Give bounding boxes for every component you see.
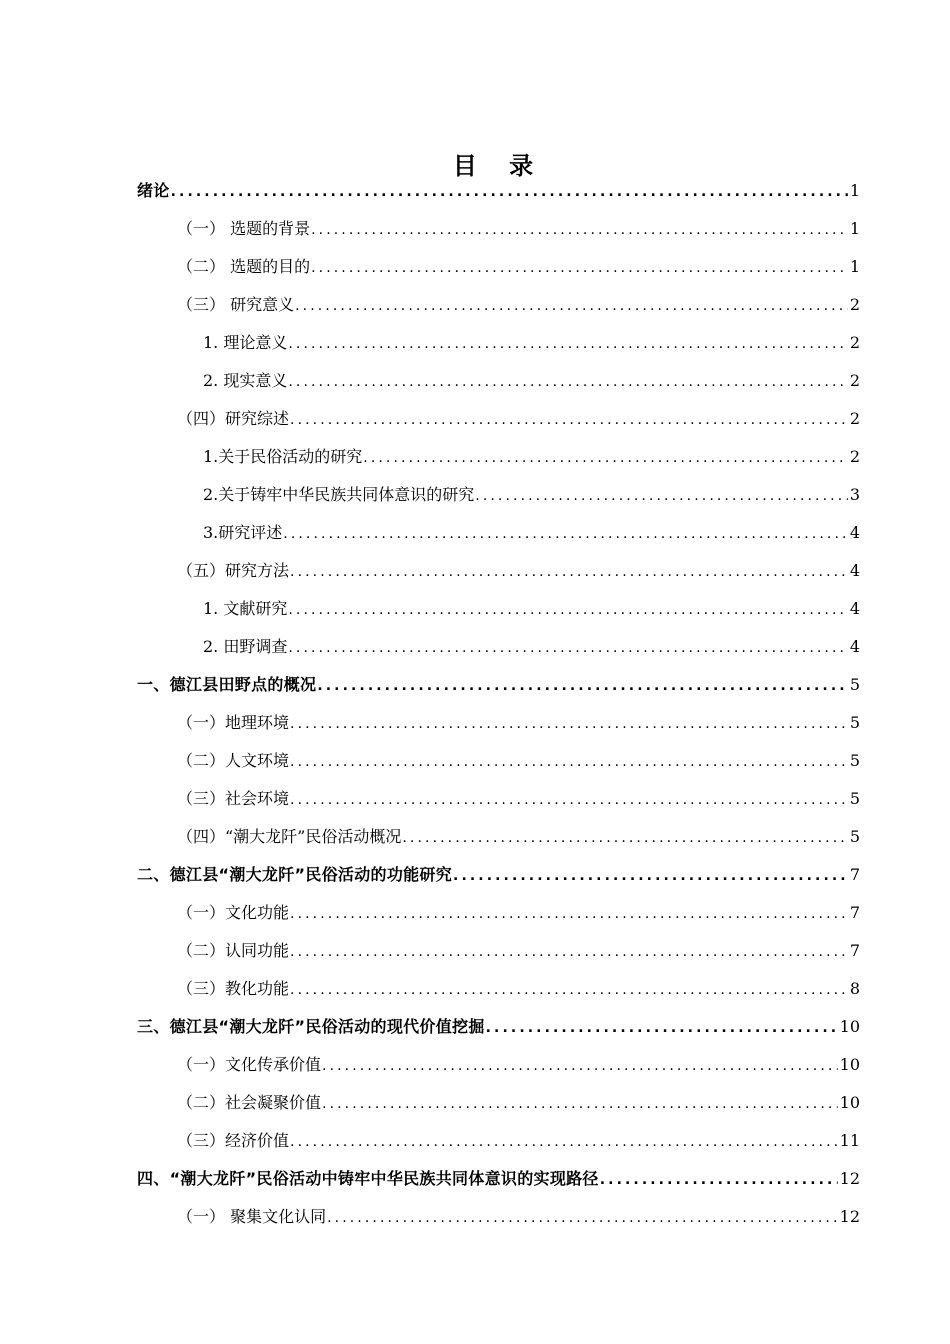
toc-entry[interactable] — [177, 1128, 860, 1152]
toc-entry-text: （一）文化功能 — [177, 903, 290, 922]
toc-page-number: 8 — [849, 979, 860, 998]
toc-leader-dots — [288, 334, 847, 354]
toc-leader-dots — [288, 600, 847, 620]
toc-entry[interactable] — [203, 634, 860, 658]
toc-page-number: 12 — [839, 1169, 860, 1188]
toc-leader-dots — [600, 1170, 838, 1190]
toc-entry-text: （一） 选题的背景 — [177, 219, 311, 238]
toc-leader-dots — [363, 448, 848, 468]
toc-entry[interactable] — [203, 482, 860, 506]
toc-page-number: 5 — [849, 827, 860, 846]
toc-entry-text: 2. 现实意义 — [203, 371, 288, 390]
toc-entry[interactable] — [177, 710, 860, 734]
toc-page-number: 7 — [849, 941, 860, 960]
toc-leader-dots — [288, 372, 847, 392]
toc-entry-text: 2. 田野调查 — [203, 637, 288, 656]
toc-leader-dots — [322, 1094, 838, 1114]
toc-leader-dots — [311, 220, 848, 240]
toc-entry-text: 绪论 — [137, 181, 170, 200]
toc-page-number: 5 — [849, 713, 860, 732]
toc-leader-dots — [290, 410, 848, 430]
toc-leader-dots — [290, 752, 848, 772]
toc-page-number: 12 — [839, 1207, 860, 1226]
toc-entry-text: （三）社会环境 — [177, 789, 290, 808]
toc-entry-text: 1. 文献研究 — [203, 599, 288, 618]
toc-leader-dots — [475, 486, 848, 506]
toc-entry[interactable] — [177, 216, 860, 240]
toc-entry[interactable] — [137, 672, 860, 696]
toc-page-number: 1 — [849, 257, 860, 276]
toc-entry[interactable] — [177, 976, 860, 1000]
toc-entry-text: （一）地理环境 — [177, 713, 290, 732]
toc-leader-dots — [295, 296, 848, 316]
toc-entry[interactable] — [137, 178, 860, 202]
toc-page-number: 2 — [849, 409, 860, 428]
toc-entry[interactable] — [203, 444, 860, 468]
toc-entry[interactable] — [177, 1090, 860, 1114]
toc-entry-text: （四）“潮大龙阡”民俗活动概况 — [177, 827, 402, 846]
toc-entry[interactable] — [177, 558, 860, 582]
toc-entry[interactable] — [203, 368, 860, 392]
toc-entry[interactable] — [137, 1166, 860, 1190]
toc-entry-text: （二）认同功能 — [177, 941, 290, 960]
toc-page-number: 3 — [849, 485, 860, 504]
toc-page-number: 5 — [849, 789, 860, 808]
toc-entry-text: 一、德江县田野点的概况 — [137, 675, 317, 694]
toc-leader-dots — [317, 676, 848, 696]
toc-leader-dots — [290, 1132, 838, 1152]
toc-page-number: 7 — [849, 865, 860, 884]
toc-entry-text: （三） 研究意义 — [177, 295, 295, 314]
toc-page-number: 7 — [849, 903, 860, 922]
toc-page-number: 10 — [839, 1017, 860, 1036]
toc-entry-text: 二、德江县“潮大龙阡”民俗活动的功能研究 — [137, 865, 453, 884]
toc-entry-text: （三）经济价值 — [177, 1131, 290, 1150]
toc-entry[interactable] — [203, 330, 860, 354]
toc-leader-dots — [288, 638, 847, 658]
toc-entry-text: 三、德江县“潮大龙阡”民俗活动的现代价值挖掘 — [137, 1017, 485, 1036]
toc-entry-text: （五）研究方法 — [177, 561, 290, 580]
toc-entry[interactable] — [177, 824, 860, 848]
toc-leader-dots — [283, 524, 848, 544]
toc-leader-dots — [290, 942, 848, 962]
toc-page-number: 5 — [849, 675, 860, 694]
toc-page-number: 11 — [839, 1131, 860, 1150]
toc-page-number: 4 — [849, 599, 860, 618]
toc-page-number: 2 — [849, 333, 860, 352]
toc-leader-dots — [290, 562, 848, 582]
toc-leader-dots — [453, 866, 848, 886]
toc-page-number: 5 — [849, 751, 860, 770]
toc-leader-dots — [327, 1208, 838, 1228]
toc-page-number: 2 — [849, 371, 860, 390]
toc-entry[interactable] — [177, 1204, 860, 1228]
toc-entry-text: 3.研究评述 — [203, 523, 283, 542]
toc-page-number: 4 — [849, 561, 860, 580]
toc-entry-text: （一）文化传承价值 — [177, 1055, 322, 1074]
toc-leader-dots — [311, 258, 848, 278]
toc-entry-text: 四、“潮大龙阡”民俗活动中铸牢中华民族共同体意识的实现路径 — [137, 1169, 599, 1188]
toc-entry[interactable] — [177, 406, 860, 430]
toc-page-number: 4 — [849, 637, 860, 656]
toc-entry-text: （二）人文环境 — [177, 751, 290, 770]
toc-page-number: 10 — [839, 1093, 860, 1112]
toc-entry-text: （一） 聚集文化认同 — [177, 1207, 327, 1226]
toc-page-number: 1 — [849, 219, 860, 238]
toc-entry[interactable] — [203, 596, 860, 620]
toc-entry[interactable] — [177, 900, 860, 924]
toc-entry[interactable] — [177, 786, 860, 810]
toc-entry[interactable] — [177, 292, 860, 316]
toc-leader-dots — [290, 904, 848, 924]
toc-leader-dots — [290, 714, 848, 734]
toc-page-number: 10 — [839, 1055, 860, 1074]
toc-entry[interactable] — [177, 1052, 860, 1076]
toc-page-number: 2 — [849, 295, 860, 314]
toc-entry[interactable] — [203, 520, 860, 544]
toc-entry[interactable] — [177, 254, 860, 278]
toc-entry-text: 1. 理论意义 — [203, 333, 288, 352]
toc-entry-text: 1.关于民俗活动的研究 — [203, 447, 363, 466]
toc-entry-text: （三）教化功能 — [177, 979, 290, 998]
toc-entry[interactable] — [137, 1014, 860, 1038]
toc-page-number: 2 — [849, 447, 860, 466]
toc-entry[interactable] — [177, 938, 860, 962]
toc-page-number: 1 — [849, 181, 860, 200]
page-title: 目 录 — [452, 152, 546, 180]
toc-entry-text: 2.关于铸牢中华民族共同体意识的研究 — [203, 485, 475, 504]
toc-leader-dots — [171, 182, 848, 202]
toc-leader-dots — [486, 1018, 838, 1038]
toc-entry-text: （二） 选题的目的 — [177, 257, 311, 276]
toc-leader-dots — [322, 1056, 838, 1076]
toc-entry-text: （四）研究综述 — [177, 409, 290, 428]
toc-entry[interactable] — [177, 748, 860, 772]
toc-entry-text: （二）社会凝聚价值 — [177, 1093, 322, 1112]
toc-entry[interactable] — [137, 862, 860, 886]
toc-page-number: 4 — [849, 523, 860, 542]
toc-leader-dots — [402, 828, 847, 848]
toc-leader-dots — [290, 790, 848, 810]
toc-leader-dots — [290, 980, 848, 1000]
